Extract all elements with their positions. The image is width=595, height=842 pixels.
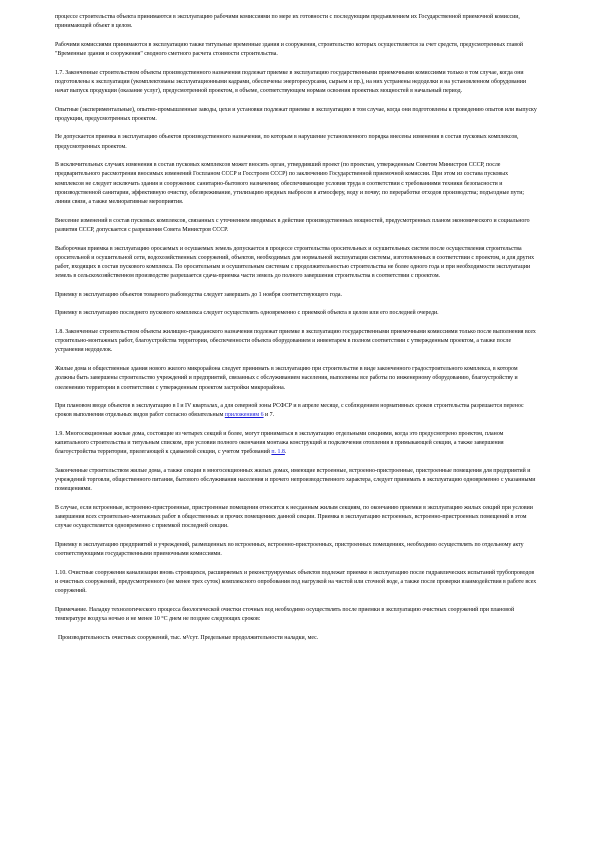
paragraph-temporary-buildings: Рабочими комиссиями принимаются в эксплуатацию также титульные временные здания и сооружения, строительство которых осуществляется за счет средств, предусмотренных главой "Временные здания и сооружения" сводного сметного расчета стоимости строительства. xyxy=(55,41,524,58)
paragraph-note: Примечание. Наладку технологического процесса биологической очистки сточных вод необходимо осуществлять после приемки в эксплуатацию очистных сооружений при плановой температуре воздуха ночью и не менее 10 °С днем не позднее следующих сроков: xyxy=(55,606,515,623)
paragraph-last-launch-complex: Приемку в эксплуатацию последнего пускового комплекса следует осуществлять одновременно с приемкой объекта в целом или его последней очереди. xyxy=(55,310,439,317)
paragraph-1-7: 1.7. Законченные строительством объекты производственного назначения подлежат приемке в эксплуатацию государственными приемочными комиссиями только в том случае, когда они подготовлены к эксплуатации (укомплектованы эксплуатационными кадрами, обеспечены энергоресурсами, сырьем и пр.), на них устранены недоделки и на установленном оборудовании начат выпуск продукции (оказание услуг), предусмотренной проектом, в объеме, соответствующем нормам освоения проектных мощностей в начальный период. xyxy=(55,69,527,95)
paragraph-tail: . xyxy=(284,449,287,456)
paragraph-capacity-changes: Внесение изменений в состав пусковых комплексов, связанных с уточнением вводимых в действие производственных мощностей, предусмотренных планом экономического и социального развития СССР, допускается с разрешения Совета Министров СССР. xyxy=(55,217,530,234)
paragraph-fish-farming: Приемку в эксплуатацию объектов товарного рыбоводства следует завершать до 1 ноября соответствующего года. xyxy=(55,291,342,298)
paragraph-exceptional-cases: В исключительных случаях изменения в состав пусковых комплексов может вносить орган, утвердивший проект (по проектам, утвержденным Советом Министров СССР, после предварительного рассмотрения вносимых изменений Госпланом СССР и Госстроем СССР) по заключению Государственной приемочной комиссии. При этом из состава пусковых комплексов не следует исключать здания и сооружения: санитарно-бытового назначения; обеспечивающие условия труда в соответствии с требованиями техники безопасности и производственной санитарии, эффективную очистку, обезвреживание, утилизацию вредных выбросов в атмосферу, воду и почву; по переработке отходов производства; подъездные пути; линии связи, а также мелиоративные мероприятия. xyxy=(55,162,524,206)
paragraph-irrigated-lands: Выборочная приемка в эксплуатацию оросаемых и осушаемых земель допускается в процессе строительства оросительных и осушительных систем после осуществления строительства оросительной и осушительной сети, водохозяйственных сооружений, объектов, необходимых для нормальной эксплуатации системы, изготовленных в соответствии с проектом, и для других работ, входящих в состав пускового комплекса. По оросительным и осушительным системам с продолжительностью строительства не более одного года и при необходимости эксплуатации земель в сельскохозяйственном производстве разрешается сдача-приемка части земель до полного завершения строительства в соответствии с проектом. xyxy=(55,245,535,280)
paragraph-text: При плановом вводе объектов в эксплуатацию в I и IV кварталах, а для северной зоны РСФСР и в апреле месяце, с соблюдением нормативных сроков строительства разрешается перенос сроков выполнения отдельных видов работ согласно обязательным xyxy=(55,403,524,419)
paragraph-1-9 xyxy=(55,430,538,458)
paragraph-separate-act: Приемку в эксплуатацию предприятий и учреждений, размещенных во встроенных, встроенно-пристроенных, пристроенных помещениях, необходимо осуществлять по отдельному акту соответствующими государственными приемочными комиссиями. xyxy=(55,542,524,558)
paragraph-unfinished-sections: В случае, если встроенные, встроенно-пристроенные, пристроенные помещения относятся к несданным жилым секциям, по окончанию приемки в эксплуатацию жилых секций при условии завершения всех строительно-монтажных работ в общественных и прочих помещениях данной секции. Приемка в эксплуатацию встроенных, встроенно-пристроенных помещений в этом случае осуществляется одновременно с приемкой последней секции. xyxy=(55,504,533,530)
paragraph-text: 1.9. Многосекционные жилые дома, состоящие из четырех секций и более, могут приниматься в эксплуатацию отдельными секциями, когда это предусмотрено проектом, планом капитального строительства и титульным списком, при условии полного окончания монтажа конструкций и подключения отопления в примыкающей секции, а также завершения благоустройства территории, прилегающей к сдаваемой секции, с учетом требований xyxy=(55,430,504,456)
appendix-link[interactable]: приложениям 6 xyxy=(224,412,264,419)
paragraph-experimental-plants: Опытные (экспериментальные), опытно-промышленные заводы, цехи и установки подлежат приемке в эксплуатацию в том случае, когда они подготовлены к проведению опытов или выпуску продукции, предусмотренных проектом. xyxy=(55,106,537,122)
paragraph-residential-district: Жилые дома и общественные здания нового жилого микрорайона следует принимать в эксплуатацию при строительстве в виде законченного градостроительного комплекса, в котором должны быть завершены строительство учреждений и предприятий, связанных с обслуживанием населения, выполнены все работы по инженерному оборудованию, благоустройству и озеленению территории в соответствии с утвержденным проектом застройки микрорайона. xyxy=(55,366,518,391)
paragraph-1-8: 1.8. Законченные строительством объекты жилищно-гражданского назначения подлежат приемке в эксплуатацию государственными приемочными комиссиями только после выполнения всех строительно-монтажных работ, благоустройства территории, обеспеченности объекта оборудованием и инвентарем в полном соответствии с утвержденным проектом, а также после устранения недоделок. xyxy=(55,328,536,354)
paragraph-commissions: процессе строительства объекта принимаются в эксплуатацию рабочими комиссиями по мере их готовности с последующим предъявлением их Государственной приемочной комиссии, принимающей объект в целом. xyxy=(55,14,520,30)
paragraph-planned-commissioning xyxy=(55,402,538,421)
paragraph-1-10: 1.10. Очистные сооружения канализации вновь строящихся, расширяемых и реконструируемых объектов подлежат приемке в эксплуатацию после гидравлических испытаний трубопроводов и очистных сооружений, предусмотренного (не менее трех суток) комплексного опробования под нагрузкой на чистой или сточной воде, а также после проверки взаимодействия в работе всех сооружений. xyxy=(55,569,537,595)
paragraph-built-in-premises: Законченные строительством жилые дома, а также секции в многосекционных жилых домах, имеющие встроенные, встроенно-пристроенные, пристроенные помещения для предприятий и учреждений торговли, общественного питания, бытового обслуживания населения и прочего непроизводственного характера, следует принимать в эксплуатацию одновременно с указанными помещениями. xyxy=(55,467,536,493)
paragraph-not-allowed: Не допускается приемка в эксплуатацию объектов производственного назначения, по которым в нарушение установленного порядка внесены изменения в состав пусковых комплексов, предусмотренных проектом. xyxy=(55,134,519,150)
table-header-line: Производительность очистных сооружений, тыс. м³/сут. Предельные продолжительности наладки, мес. xyxy=(58,634,319,641)
paragraph-tail: и 7. xyxy=(263,412,275,419)
clause-link[interactable]: п. 1.8 xyxy=(271,449,285,456)
